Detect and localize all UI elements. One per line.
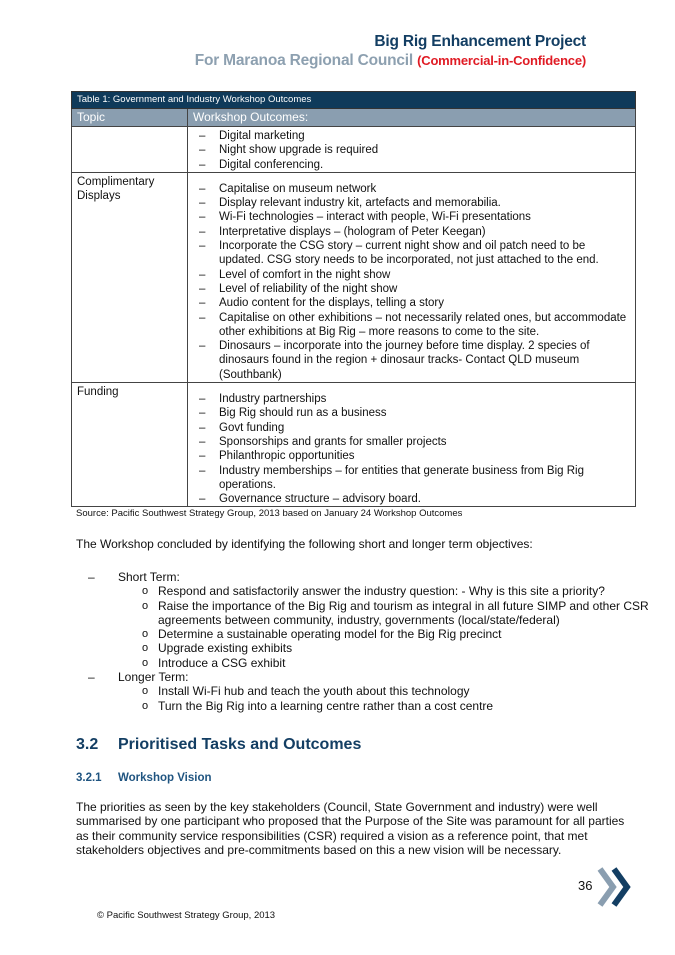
confidentiality-label: (Commercial-in-Confidence) (417, 53, 586, 68)
list-item: – Interpretative displays – (hologram of Peter Keegan) (193, 225, 630, 239)
outcomes-list (193, 129, 630, 172)
table-source: Source: Pacific Southwest Strategy Group, 2013 based on January 24 Workshop Outcomes (76, 508, 463, 519)
list-item: – Industry memberships – for entities that generate business from Big Rig operations. (193, 464, 630, 493)
list-item: – Big Rig should run as a business (193, 406, 630, 420)
list-item: o Turn the Big Rig into a learning centre rather than a cost centre (118, 699, 675, 713)
subsection-title: Workshop Vision (118, 772, 212, 784)
section-heading (76, 736, 361, 754)
list-item: – Capitalise on other exhibitions – not necessarily related ones, but accommodate other exhibitions at Big Rig – more reasons to come to the site. (193, 311, 630, 340)
list-item: o Install Wi-Fi hub and teach the youth about this technology (118, 684, 675, 698)
copyright-notice: © Pacific Southwest Strategy Group, 2013 (97, 910, 276, 921)
list-item: – Industry partnerships (193, 392, 630, 406)
dash-bullet: – (88, 670, 95, 685)
list-item: o Upgrade existing exhibits (118, 641, 675, 655)
list-item: – Dinosaurs – incorporate into the journey before time display. 2 species of dinosaurs found in the region + dinosaur tracks- Contact QLD museum (Southbank) (193, 339, 630, 382)
column-header-outcomes: Workshop Outcomes: (193, 110, 309, 124)
list-item: o Raise the importance of the Big Rig and tourism as integral in all future SIMP and other CSR agreements between community, industry, governments (local/state/federal) (118, 599, 675, 628)
row-topic: Complimentary Displays (72, 173, 188, 382)
list-item: – Philanthropic opportunities (193, 449, 630, 463)
list-item: – Wi-Fi technologies – interact with people, Wi-Fi presentations (193, 210, 630, 224)
outcomes-list (193, 392, 630, 506)
list-item: – Audio content for the displays, telling a story (193, 296, 630, 310)
list-item: – Sponsorships and grants for smaller projects (193, 435, 630, 449)
table-row (71, 383, 636, 507)
list-item: o Introduce a CSG exhibit (118, 656, 675, 670)
list-item: – Capitalise on museum network (193, 182, 630, 196)
double-chevron-right-icon (597, 866, 633, 913)
subsection-number: 3.2.1 (76, 772, 102, 784)
group-label: Longer Term: (118, 670, 189, 685)
section-number: 3.2 (76, 736, 99, 753)
list-item: – Govt funding (193, 421, 630, 435)
longer-term-items (118, 684, 675, 713)
document-subtitle (195, 51, 586, 70)
intro-text: The Workshop concluded by identifying the following short and longer term objectives: (76, 537, 533, 551)
short-term-group (76, 570, 675, 584)
row-topic (72, 127, 188, 172)
section-title: Prioritised Tasks and Outcomes (118, 736, 362, 753)
document-title: Big Rig Enhancement Project (374, 33, 586, 50)
list-item: – Display relevant industry kit, artefacts and memorabilia. (193, 196, 630, 210)
page-header (195, 32, 586, 70)
list-item: – Digital marketing (193, 129, 630, 143)
table-header-row (71, 109, 636, 127)
longer-term-group (76, 670, 675, 684)
list-item: – Night show upgrade is required (193, 143, 630, 157)
table-row (71, 173, 636, 383)
dash-bullet: – (88, 570, 95, 584)
group-label: Short Term: (118, 570, 180, 584)
list-item: o Respond and satisfactorily answer the industry question: - Why is this site a priority? (118, 584, 675, 598)
client-name: For Maranoa Regional Council (194, 52, 414, 69)
page-number: 36 (578, 878, 593, 893)
outcomes-list (193, 182, 630, 382)
list-item: – Level of reliability of the night show (193, 282, 630, 296)
list-item: – Incorporate the CSG story – current night show and oil patch need to be updated. CSG story needs to be incorporated, not just attached to the end. (193, 239, 630, 268)
list-item: – Governance structure – advisory board. (193, 492, 630, 506)
short-term-items (118, 584, 675, 670)
list-item: – Digital conferencing. (193, 158, 630, 172)
list-item: o Determine a sustainable operating model for the Big Rig precinct (118, 627, 675, 641)
subsection-heading (76, 772, 212, 784)
table-caption: Table 1: Government and Industry Workshop Outcomes (71, 91, 636, 109)
workshop-outcomes-table (71, 91, 636, 507)
column-header-topic: Topic (72, 109, 188, 126)
objectives-list (76, 570, 675, 713)
row-topic: Funding (72, 383, 188, 506)
list-item: – Level of comfort in the night show (193, 268, 630, 282)
vision-paragraph: The priorities as seen by the key stakeholders (Council, State Government and industry) were well summarised by one participant who proposed that the Purpose of the Site was paramount for all parties as their community service responsibilities (CSR) required a vision as a reference point, that met stakeholders objectives and pre-commitments based on this a new vision will be necessary. (76, 800, 625, 858)
table-row (71, 127, 636, 173)
